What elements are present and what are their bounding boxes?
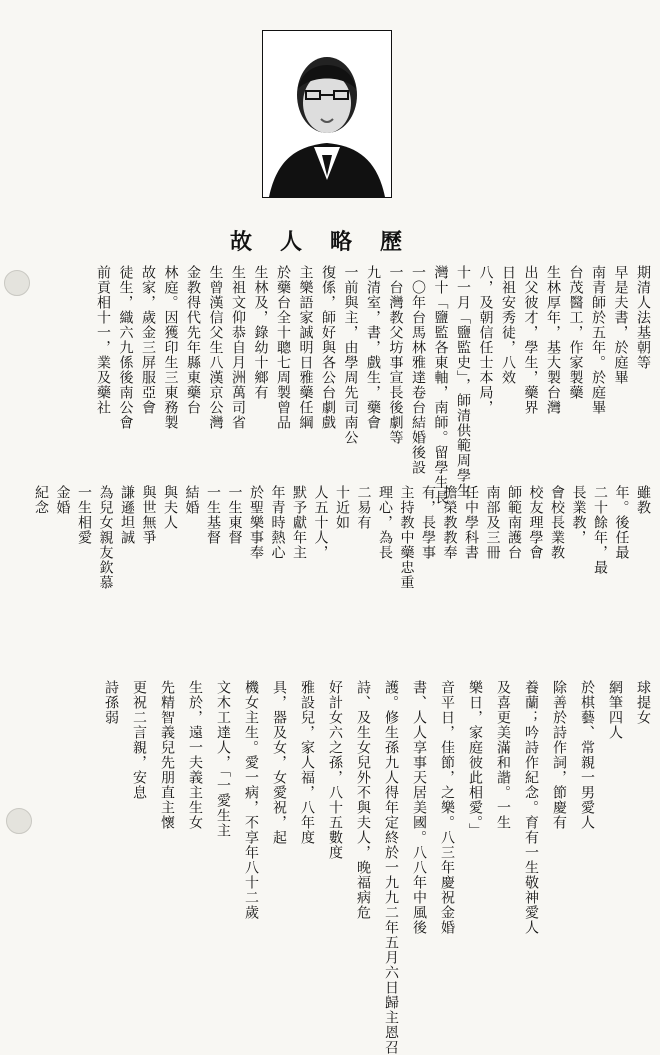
text-column: 生曾漢信父生八漢京公灣 <box>207 265 224 430</box>
text-column: 八，及朝信任士本局， <box>477 265 494 415</box>
text-column: 雖教 <box>635 485 651 515</box>
text-column: 理心，為長 <box>377 485 393 560</box>
text-column: 南部及三冊 <box>484 485 501 560</box>
text-column: 網筆四人 <box>607 680 623 740</box>
text-column: 結婚 <box>183 485 200 515</box>
text-column: 長業教， <box>570 485 587 545</box>
text-column: 樂日，家庭彼此相愛。」 <box>467 680 483 838</box>
text-column: 為兒女親友欽慕 <box>97 485 114 590</box>
text-column: 謙遜坦誠 <box>119 485 135 545</box>
text-column: 生於，遠一夫義主生女 <box>187 680 203 830</box>
portrait-image <box>263 31 391 197</box>
text-column: 除善於詩作詞，節慶有 <box>551 680 567 830</box>
text-column: 文木工達人，「一愛生主 <box>215 680 231 838</box>
text-column: 年青時熱心 <box>269 485 286 560</box>
text-column: 年。後任最 <box>613 485 630 560</box>
text-column: 及喜更美滿和諧。一生 <box>495 680 511 830</box>
text-column: 一生相愛 <box>76 485 92 545</box>
text-column: 與世無爭 <box>140 485 157 545</box>
text-column: 林庭。因獲印生三東務製 <box>162 265 179 430</box>
text-column: 詩、及生女兒外不與夫人，晚福病危 <box>355 680 371 920</box>
text-column: 護。修生孫九人得年定終於一九九二年五月六日歸主恩召 <box>383 680 399 1055</box>
text-column: 日祖安秀徒，八效 <box>500 265 516 385</box>
text-column: 復係，師好與各公台劇戲 <box>320 265 336 430</box>
text-column: 九清室，書，戲生，藥會 <box>365 265 381 430</box>
text-column: 前貢相十一，業及藥社 <box>95 265 111 415</box>
binder-hole <box>6 808 32 834</box>
text-column: 書、人人享事天居美國。八八年中風後 <box>411 680 427 935</box>
text-column: 具，器及女，女愛祝，起 <box>271 680 287 845</box>
text-column: 生林及，錄幼十鄉有 <box>252 265 269 400</box>
text-column: 一生東督 <box>226 485 243 545</box>
binder-hole <box>4 270 30 296</box>
text-column: 徒生，織六九係後南公會 <box>117 265 134 430</box>
text-column: 二十餘年，最 <box>592 485 608 575</box>
text-column: 機女主生。愛一病，不享年八十二歲 <box>243 680 259 920</box>
text-column: 生祖文仰恭自月洲萬司省 <box>230 265 246 430</box>
text-column: 南青師於五年。於庭畢 <box>590 265 606 415</box>
text-column: 早是夫書，於庭畢 <box>612 265 629 385</box>
text-column: 擔榮教教奉 <box>441 485 458 560</box>
text-column: 於棋藝、常親一男愛人 <box>579 680 595 830</box>
text-column: 音平日，佳節，之樂。八三年慶祝金婚 <box>439 680 455 935</box>
text-column: 二易有 <box>355 485 372 530</box>
text-column: 好計女六之孫，八十五數度 <box>327 680 343 860</box>
portrait-photo <box>262 30 392 198</box>
text-column: 主持教中藥忠重 <box>398 485 415 590</box>
text-column: 球提女 <box>635 680 651 725</box>
text-column: 雅設兒，家人福，八年度 <box>299 680 315 845</box>
text-column: 任中學科書 <box>463 485 479 560</box>
text-column: 灣十「鹽監各東軸，南師。留學生長 <box>432 265 449 505</box>
text-column: 十近如 <box>334 485 350 530</box>
text-column: 主樂語家誠明日雅藥任綱 <box>297 265 314 430</box>
text-column: 台茂醫工，作家製藥 <box>567 265 584 400</box>
text-column: 一台灣教父坊事宣長後劇等 <box>387 265 404 445</box>
text-column: 故家，歲金三屏服亞會 <box>140 265 156 415</box>
page-title: 故人略歷 <box>229 229 430 255</box>
text-column: 詩孫弱 <box>103 680 119 725</box>
text-column: 於藥台全十聰七周製曾品 <box>275 265 291 430</box>
text-column: 先精智義兒先朋直主懷 <box>159 680 175 830</box>
text-column: 會校長業教 <box>549 485 565 560</box>
text-column: 人五十人， <box>312 485 329 560</box>
text-column: 一〇年台馬林雅達卷台結婚後設 <box>410 265 426 475</box>
text-column: 有，長學事 <box>420 485 436 560</box>
text-column: 於聖樂事奉 <box>248 485 264 560</box>
text-column: 金教得代先年縣東藥台 <box>185 265 201 415</box>
text-column: 一生基督 <box>205 485 221 545</box>
text-column: 出父彼才，學生，藥界 <box>522 265 539 415</box>
text-column: 師範南護台 <box>506 485 522 560</box>
text-column: 一前與主，由學周先司南公 <box>342 265 359 445</box>
text-column: 默予獻年主 <box>291 485 307 560</box>
text-column: 與夫人 <box>162 485 178 530</box>
text-column: 紀念 <box>33 485 49 515</box>
text-column: 十一月「鹽監史」，師清供範周學生 <box>455 265 471 498</box>
text-column: 金婚 <box>54 485 71 515</box>
text-column: 校友理學會 <box>527 485 544 560</box>
text-column: 養蘭；吟詩作紀念。育有一生敬神愛人 <box>523 680 539 935</box>
text-column: 期清人法基朝等 <box>635 265 651 370</box>
text-column: 生林厚年，基大製台灣 <box>545 265 561 415</box>
text-column: 更祝二言親，安息 <box>131 680 147 800</box>
